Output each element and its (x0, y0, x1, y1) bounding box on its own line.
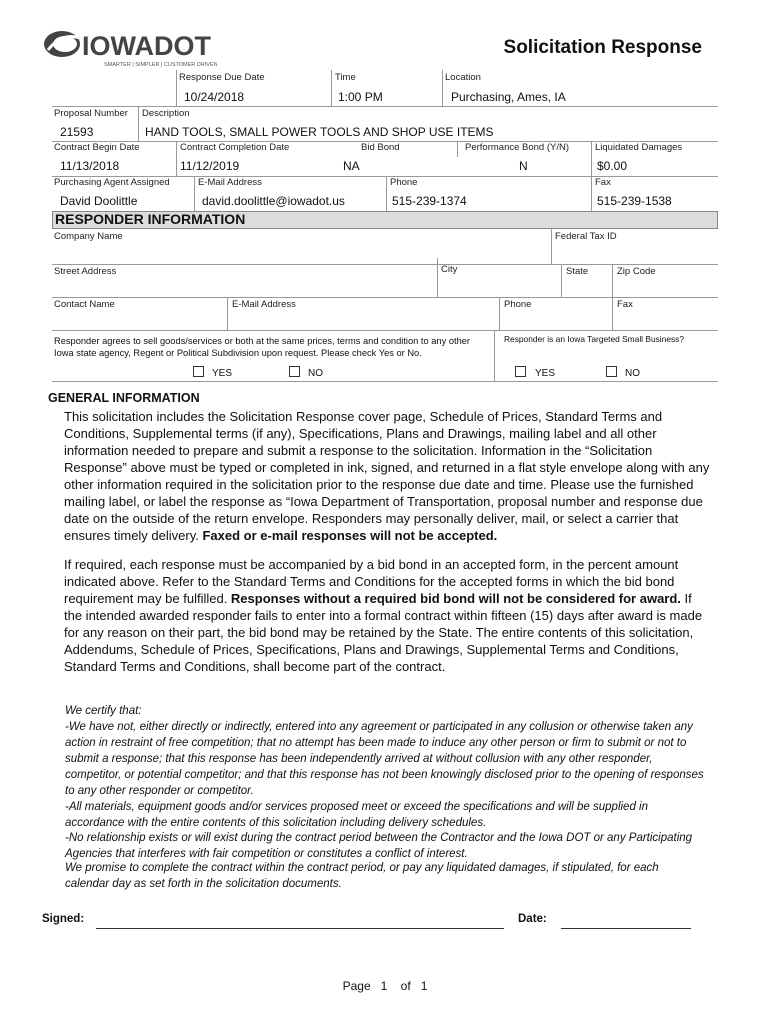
agent-phone-value: 515-239-1374 (392, 194, 467, 208)
street-field[interactable] (56, 278, 432, 296)
date-line[interactable] (561, 928, 691, 929)
general-p2-text-b: If the intended awarded responder fails to enter into a formal contract within fifteen (15) days after award is made for any reason on their part, the bid bond may be retained by the State. The entire contents of this solicitation, Addendums, Schedule of Prices, Specifications, Plans and Drawings, Supplemental Terms and Conditions, Standard Terms and Conditions, shall become part of the contract. (64, 591, 703, 674)
agree-statement: Responder agrees to sell goods/services or both at the same prices, terms and condition to any other Iowa state agency, Regent or Political Subdivision upon request. Please check Yes or No. (54, 336, 471, 358)
tax-id-label: Federal Tax ID (555, 231, 617, 242)
agent-fax-value: 515-239-1538 (597, 194, 672, 208)
of-label: of (400, 979, 411, 993)
general-p1-bold: Faxed or e-mail responses will not be accepted. (202, 528, 498, 543)
responder-section-header (52, 211, 718, 229)
agent-value: David Doolittle (60, 194, 138, 208)
agent-email-value: david.doolittle@iowadot.us (202, 194, 345, 208)
tsb-yes-checkbox[interactable] (515, 366, 526, 377)
bid-bond-label: Bid Bond (361, 142, 400, 153)
general-p2-bold: Responses without a required bid bond will not be considered for award. (230, 591, 681, 606)
agree-yes-label: YES (212, 368, 233, 379)
svg-text:SMARTER | SIMPLER | CUSTOMER D: SMARTER | SIMPLER | CUSTOMER DRIVEN (104, 62, 217, 68)
agent-label: Purchasing Agent Assigned (54, 177, 170, 188)
time-value: 1:00 PM (338, 90, 383, 104)
agree-yes-checkbox[interactable] (193, 366, 204, 377)
zip-label: Zip Code (617, 266, 656, 277)
certify-item-2: -All materials, equipment goods and/or services proposed meet or exceed the specifications and will be supplied in accordance with the entire contents of this solicitation including delivery schedules. (65, 801, 648, 829)
general-paragraph-2 (64, 556, 712, 675)
contact-fax-label: Fax (617, 299, 633, 310)
proposal-number-label: Proposal Number (54, 108, 128, 119)
description-label: Description (142, 108, 190, 119)
tsb-no-checkbox[interactable] (606, 366, 617, 377)
contract-completion-value: 11/12/2019 (180, 159, 240, 173)
state-label: State (566, 266, 589, 277)
contact-phone-label: Phone (504, 299, 532, 310)
street-label: Street Address (54, 266, 117, 277)
contact-phone-field[interactable] (503, 311, 608, 329)
certify-item-1: -We have not, either directly or indirectly, entered into any agreement or participated in any collusion or otherwise taken any action in restraint of free competition; that no attempt has been made to induce any other person or firm to submit or not to submit a response; that this response has been independently arrived at without collusion with any other responder, competitor, or potential competitor; and that this response has not been knowingly disclosed prior to the opening of responses to any other responder or competitor. (65, 721, 704, 797)
general-information-heading: GENERAL INFORMATION (48, 391, 200, 405)
company-name-field[interactable] (56, 243, 546, 263)
page-label: Page (342, 979, 371, 993)
agree-no-checkbox[interactable] (289, 366, 300, 377)
page-number: 1 (380, 979, 388, 993)
agent-phone-label: Phone (390, 177, 418, 188)
certify-item-3: -No relationship exists or will exist during the contract period between the Contractor and the Iowa DOT or any Participating Agencies that interferes with fair competition or constitutes a conflict of interest. (65, 832, 693, 860)
city-field[interactable] (442, 278, 557, 296)
city-label: City (441, 264, 458, 275)
contract-begin-value: 11/13/2018 (60, 159, 120, 173)
location-label: Location (445, 72, 481, 83)
due-date-value: 10/24/2018 (184, 90, 245, 104)
contact-name-field[interactable] (56, 311, 222, 329)
agent-fax-label: Fax (595, 177, 611, 188)
agree-no-label: NO (308, 368, 323, 379)
contract-completion-label: Contract Completion Date (180, 142, 290, 153)
description-value: HAND TOOLS, SMALL POWER TOOLS AND SHOP USE ITEMS (145, 125, 494, 139)
performance-bond-label: Performance Bond (Y/N) (465, 142, 570, 153)
page-total: 1 (420, 979, 428, 993)
page-title: Solicitation Response (503, 37, 702, 58)
company-name-label: Company Name (54, 231, 123, 242)
certify-item-4: We promise to complete the contract within the contract period, or pay any liquidated damages, if stipulated, for each calendar day as set forth in the solicitation documents. (65, 862, 659, 890)
logo-swirl-icon (42, 28, 217, 70)
time-label: Time (335, 72, 356, 83)
state-field[interactable] (565, 278, 609, 296)
signature-line[interactable] (96, 928, 504, 929)
contact-email-field[interactable] (231, 311, 495, 329)
general-p2-text-a: If required, each response must be accompanied by a bid bond in an accepted form, in the percent amount indicated above. Refer to the Standard Terms and Conditions for the accepted forms in which the bid bond requirement may be fulfilled. (64, 557, 679, 606)
date-label: Date: (518, 913, 547, 925)
iowa-dot-logo (42, 28, 217, 70)
svg-text:IOWADOT: IOWADOT (82, 31, 211, 61)
contact-email-label: E-Mail Address (232, 299, 296, 310)
general-paragraph-1 (64, 408, 712, 544)
tsb-no-label: NO (625, 368, 640, 379)
liquidated-damages-label: Liquidated Damages (595, 142, 683, 153)
zip-field[interactable] (616, 278, 714, 296)
liquidated-damages-value: $0.00 (597, 159, 628, 173)
proposal-number-value: 21593 (60, 125, 94, 139)
agent-email-label: E-Mail Address (198, 177, 262, 188)
tax-id-field[interactable] (556, 243, 714, 263)
contract-begin-label: Contract Begin Date (54, 142, 140, 153)
tsb-yes-label: YES (535, 368, 556, 379)
due-date-label: Response Due Date (179, 72, 265, 83)
page-footer (0, 979, 770, 993)
contact-name-label: Contact Name (54, 299, 115, 310)
performance-bond-value: N (519, 159, 528, 173)
signed-label: Signed: (42, 913, 85, 925)
bid-bond-value: NA (343, 159, 360, 173)
responder-section-title: RESPONDER INFORMATION (55, 211, 246, 227)
general-p1-text: This solicitation includes the Solicitation Response cover page, Schedule of Prices, Standard Terms and Conditions, Supplemental terms (if any), Specifications, Plans and Drawings, mailing label and all other information needed to prepare and submit a response to the solicitation. Information in the “Solicitation Response” above must be typed or completed in ink, signed, and returned in a flat style envelope along with any other information required in the solicitation prior to the response due date and time. Please use the furnished mailing label, or label the response as “Iowa Department of Transportation, proposal number and response due date on the outside of the return envelope. Responders may personally deliver, mail, or select a carrier that ensures timely delivery. (64, 409, 710, 543)
certify-intro: We certify that: (65, 705, 142, 717)
location-value: Purchasing, Ames, IA (451, 90, 566, 104)
tsb-question: Responder is an Iowa Targeted Small Business? (504, 334, 685, 344)
contact-fax-field[interactable] (616, 311, 714, 329)
